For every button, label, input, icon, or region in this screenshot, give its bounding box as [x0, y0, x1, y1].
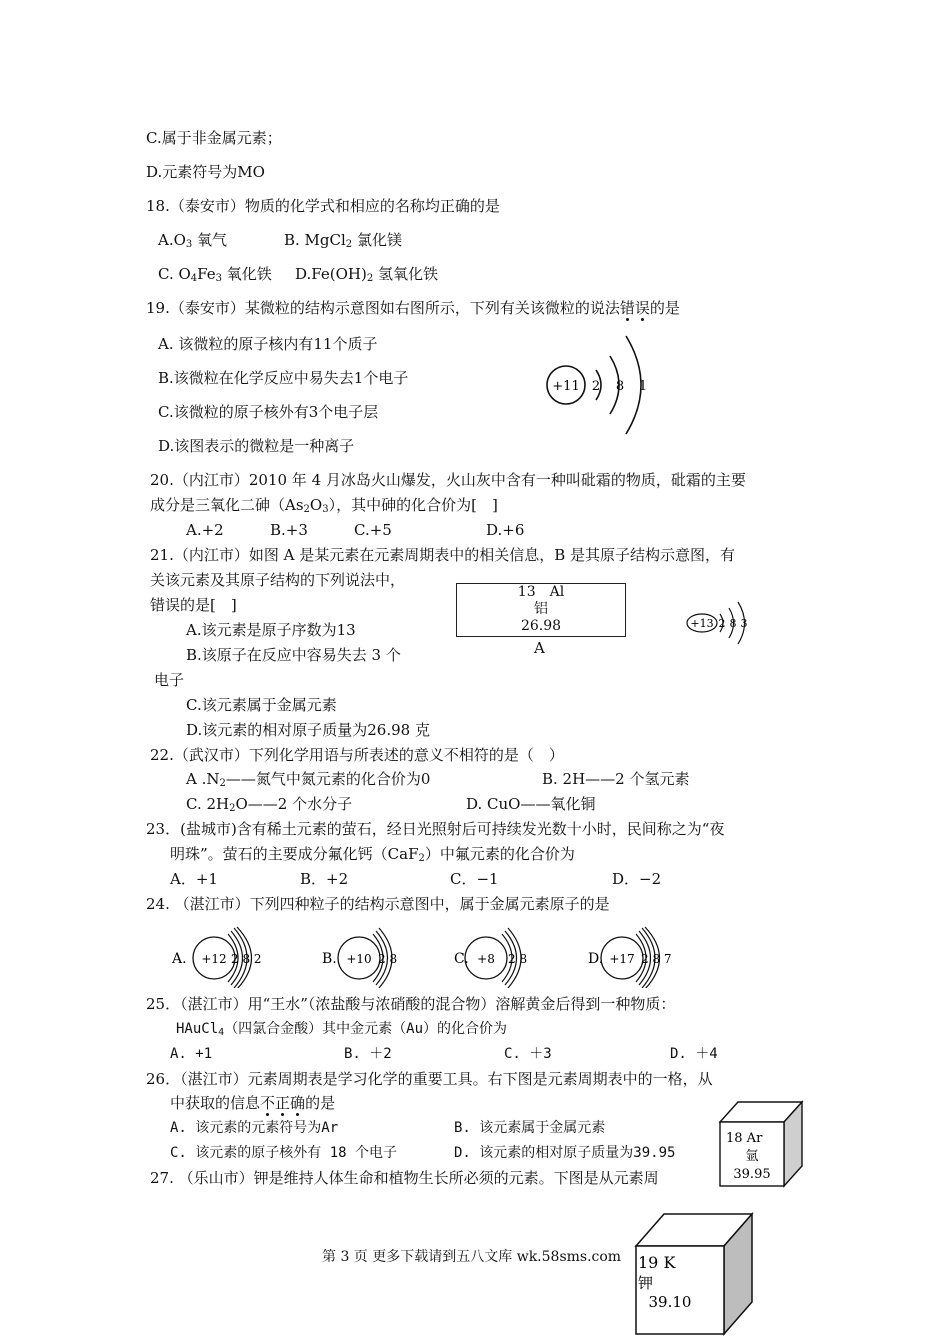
q26-element-cell: [718, 1098, 806, 1188]
q27-cell-number-symbol: 19 K: [638, 1253, 676, 1272]
q23-option-d: D．−2: [612, 870, 662, 888]
q17-option-c: C.属于非金属元素；: [146, 129, 282, 147]
q26-option-c: C. 该元素的原子核外有 18 个电子: [170, 1145, 398, 1161]
q22-option-b: B. 2H——2 个氢元素: [542, 770, 690, 788]
q19-option-b: B.该微粒在化学反应中易失去1个电子: [158, 369, 409, 387]
q20-line2: 成分是三氧化二砷$(As_2O_3)$，其中砷的化合价为[ ]: [150, 496, 498, 515]
q22-option-c: C. $2H_2O——2$ 个水分子: [186, 795, 353, 814]
q21-cell-mass: 26.98: [520, 618, 562, 634]
q19-atom-diagram: [540, 326, 660, 446]
q21-option-d: D.该元素的相对原子质量为26.98 克: [186, 721, 430, 739]
q21-option-a: A.该元素是原子序数为13: [186, 621, 356, 639]
q20-option-a: A.+2: [186, 521, 224, 539]
q26-line2: 中获取的信息不正确的是: [170, 1094, 336, 1112]
q24-diagram-c: [454, 928, 527, 988]
q21-figure-caption: A: [534, 639, 545, 657]
q24-option-d-nucleus: +17: [609, 952, 635, 966]
q19-option-c: C.该微粒的原子核外有3个电子层: [158, 403, 379, 421]
q19-nucleus-label: +11: [552, 379, 580, 394]
q24-diagram-b: [322, 928, 397, 988]
q24-diagrams: [168, 926, 688, 988]
q24-stem: 24. （湛江市）下列四种粒子的结构示意图中，属于金属元素原子的是: [146, 895, 610, 913]
q19-option-a: A. 该微粒的原子核内有11个质子: [158, 335, 378, 353]
q18-stem: 18.（泰安市）物质的化学式和相应的名称均正确的是: [146, 197, 500, 215]
q21-option-b-cont: 电子: [154, 671, 185, 689]
q18-option-a: $A.O_3$ 氧气: [158, 231, 228, 250]
q24-option-b-label: B.: [322, 951, 337, 967]
q17-option-d: D.元素符号为MO: [146, 163, 265, 181]
q21-line1: 21.（内江市）如图 A 是某元素在元素周期表中的相关信息，B 是其原子结构示意图，有: [150, 546, 736, 564]
q18-option-b: B. MgCl$_2$ 氯化镁: [284, 231, 402, 250]
q23-option-c: C．−1: [450, 870, 499, 888]
page-footer: 第 3 页 更多下载请到五八文库 wk.58sms.com: [322, 1249, 622, 1265]
q24-option-d-label: D.: [588, 951, 604, 967]
q20-line1: 20.（内江市）2010 年 4 月冰岛火山爆发，火山灰中含有一种叫砒霜的物质，砒霜的主要: [150, 471, 746, 489]
q26-cell-mass: 39.95: [733, 1167, 771, 1182]
q24-option-c-shells: 2 8: [508, 952, 528, 966]
q19-stem: 19.（泰安市）某微粒的结构示意图如右图所示，下列有关该微粒的说法错误的是: [146, 299, 680, 317]
q21-line3: 错误的是[ ]: [150, 596, 237, 614]
q20-option-b: B.+3: [270, 521, 308, 539]
q20-option-c: C.+5: [354, 521, 392, 539]
q23-line1: 23．(盐城市)含有稀土元素的萤石，经日光照射后可持续发光数十小时，民间称之为“夜: [146, 820, 725, 838]
q19-option-d: D.该图表示的微粒是一种离子: [158, 437, 355, 455]
q21-shell-1: 2: [718, 617, 726, 630]
q24-option-a-shells: 2 8 2: [231, 952, 262, 966]
q24-option-a-nucleus: +12: [201, 952, 227, 966]
q25-option-c: C. ＋3: [504, 1046, 552, 1062]
q26-cell-number-symbol: 18 Ar: [726, 1131, 763, 1146]
q26-option-b: B. 该元素属于金属元素: [454, 1120, 606, 1136]
q19-shell-1: 2: [591, 379, 601, 394]
q23-option-b: B．+2: [300, 870, 349, 888]
q27-cell-name: 钾: [638, 1274, 654, 1292]
q26-option-d: D. 该元素的相对原子质量为39.95: [454, 1145, 676, 1161]
q23-line2: 明珠”。萤石的主要成分氟化钙（CaF$_2$）中氟元素的化合价为: [170, 845, 575, 864]
q24-option-d-shells: 2 8 7: [641, 952, 672, 966]
q21-line2: 关该元素及其原子结构的下列说法中，: [150, 571, 406, 589]
q21-shell-3: 3: [740, 617, 748, 630]
q21-nucleus-label: +13: [690, 617, 714, 630]
q27-element-cell: [634, 1212, 756, 1336]
q20-option-d: D.+6: [486, 521, 525, 539]
q25-option-a: A. +1: [170, 1046, 213, 1062]
q25-option-d: D. ＋4: [670, 1046, 718, 1062]
q25-option-b: B. ＋2: [344, 1046, 392, 1062]
q22-option-a: A $.N_2——$氮气中氮元素的化合价为0: [186, 770, 431, 789]
q24-option-b-nucleus: +10: [346, 952, 372, 966]
q24-option-c-label: C.: [454, 951, 469, 967]
q21-cell-number-symbol: 13 Al: [517, 584, 565, 600]
q25-line1: 25．（湛江市）用“王水”（浓盐酸与浓硝酸的混合物）溶解黄金后得到一种物质：: [146, 995, 676, 1013]
q26-option-a: A. 该元素的元素符号为Ar: [170, 1120, 339, 1136]
q18-option-d: $D.Fe(OH)_2$ 氢氧化铁: [295, 265, 438, 284]
q26-line1: 26．（湛江市）元素周期表是学习化学的重要工具。右下图是元素周期表中的一格，从: [146, 1070, 713, 1088]
q21-option-c: C.该元素属于金属元素: [186, 696, 337, 714]
q26-cell-name: 氩: [745, 1149, 759, 1164]
q19-shell-2: 8: [615, 379, 625, 394]
q24-option-b-shells: 2 8: [378, 952, 398, 966]
q27-stem: 27. （乐山市）钾是维持人体生命和植物生长所必须的元素。下图是从元素周: [150, 1169, 659, 1187]
q24-option-a-label: A.: [172, 951, 187, 967]
q27-cell-mass: 39.10: [648, 1293, 692, 1311]
q18-option-c: C. $O_4Fe_3$ 氧化铁: [158, 265, 272, 284]
q24-option-c-nucleus: +8: [477, 952, 495, 966]
q21-option-b: B.该原子在反应中容易失去 3 个: [186, 646, 401, 664]
q21-cell-name: 铝: [534, 601, 548, 617]
q25-line2: HAuCl$_4$（四氯合金酸）其中金元素（Au）的化合价为: [176, 1021, 508, 1038]
q24-diagram-a: [171, 927, 262, 988]
q23-option-a: A．+1: [170, 870, 218, 888]
q21-atom-diagram: [684, 598, 760, 648]
q21-element-cell: [456, 583, 626, 637]
q22-stem: 22.（武汉市）下列化学用语与所表述的意义不相符的是（ ）: [150, 746, 564, 764]
q22-option-d: D. CuO——氧化铜: [466, 795, 596, 813]
q19-shell-3: 1: [638, 379, 648, 394]
q21-shell-2: 8: [729, 617, 737, 630]
q24-diagram-d: [588, 927, 672, 988]
